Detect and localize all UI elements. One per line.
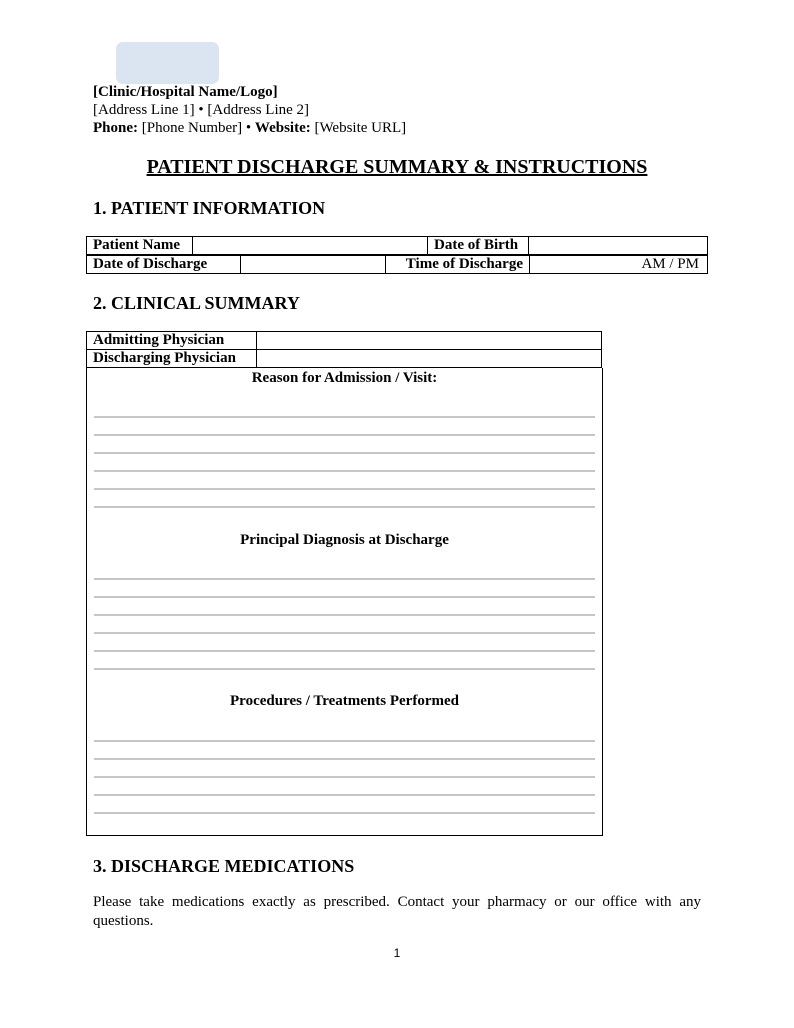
table-row [87,332,602,350]
contact-line [93,119,406,137]
table-row [87,237,708,255]
discharge-time-field[interactable]: AM / PM [530,256,708,274]
patient-name-field[interactable] [193,237,428,255]
procedures-heading: Procedures / Treatments Performed [230,693,459,709]
clinic-name: [Clinic/Hospital Name/Logo] [93,84,278,100]
address-separator: • [194,102,208,118]
patient-name-label: Patient Name [87,237,193,255]
diagnosis-heading: Principal Diagnosis at Discharge [240,532,449,548]
phone-label: Phone: [93,120,138,136]
section-1-title: 1. PATIENT INFORMATION [93,198,326,218]
dob-label: Date of Birth [428,237,529,255]
document-title: PATIENT DISCHARGE SUMMARY & INSTRUCTIONS [146,156,648,178]
clinical-notes-box [86,368,603,836]
reason-writing-line[interactable] [94,488,595,490]
discharge-time-label: Time of Discharge [386,256,530,274]
table-row [87,256,708,274]
phone-value: [Phone Number] • [138,120,255,136]
diagnosis-writing-line[interactable] [94,578,595,580]
procedures-writing-line[interactable] [94,758,595,760]
procedures-writing-line[interactable] [94,776,595,778]
discharging-physician-field[interactable] [257,350,602,368]
address-line-2: [Address Line 2] [207,102,310,118]
address-line [93,101,406,119]
patient-info-table [86,236,708,255]
table-row [87,350,602,368]
physician-table [86,331,602,368]
procedures-writing-line[interactable] [94,812,595,814]
reason-heading: Reason for Admission / Visit: [251,370,438,386]
discharging-physician-label: Discharging Physician [87,350,257,368]
diagnosis-writing-line[interactable] [94,596,595,598]
section-3-title: 3. DISCHARGE MEDICATIONS [93,856,355,876]
discharge-date-label: Date of Discharge [87,256,241,274]
logo-placeholder [116,42,219,84]
admitting-physician-field[interactable] [257,332,602,350]
medication-instructions: Please take medications exactly as prescribed. Contact your pharmacy or our office with any questions. [93,894,701,929]
reason-writing-line[interactable] [94,416,595,418]
diagnosis-writing-line[interactable] [94,614,595,616]
admitting-physician-label: Admitting Physician [87,332,257,350]
reason-writing-line[interactable] [94,506,595,508]
diagnosis-writing-line[interactable] [94,650,595,652]
procedures-writing-line[interactable] [94,794,595,796]
section-2-title: 2. CLINICAL SUMMARY [93,293,300,313]
reason-writing-line[interactable] [94,452,595,454]
clinic-header [93,83,406,137]
website-value: [Website URL] [310,120,407,136]
discharge-date-field[interactable] [241,256,386,274]
website-label: Website: [254,120,311,136]
reason-writing-line[interactable] [94,470,595,472]
diagnosis-writing-line[interactable] [94,668,595,670]
page-number: 1 [393,946,401,960]
address-line-1: [Address Line 1] [93,102,195,118]
discharge-time-table [86,255,708,274]
reason-writing-line[interactable] [94,434,595,436]
dob-field[interactable] [529,237,708,255]
procedures-writing-line[interactable] [94,740,595,742]
diagnosis-writing-line[interactable] [94,632,595,634]
